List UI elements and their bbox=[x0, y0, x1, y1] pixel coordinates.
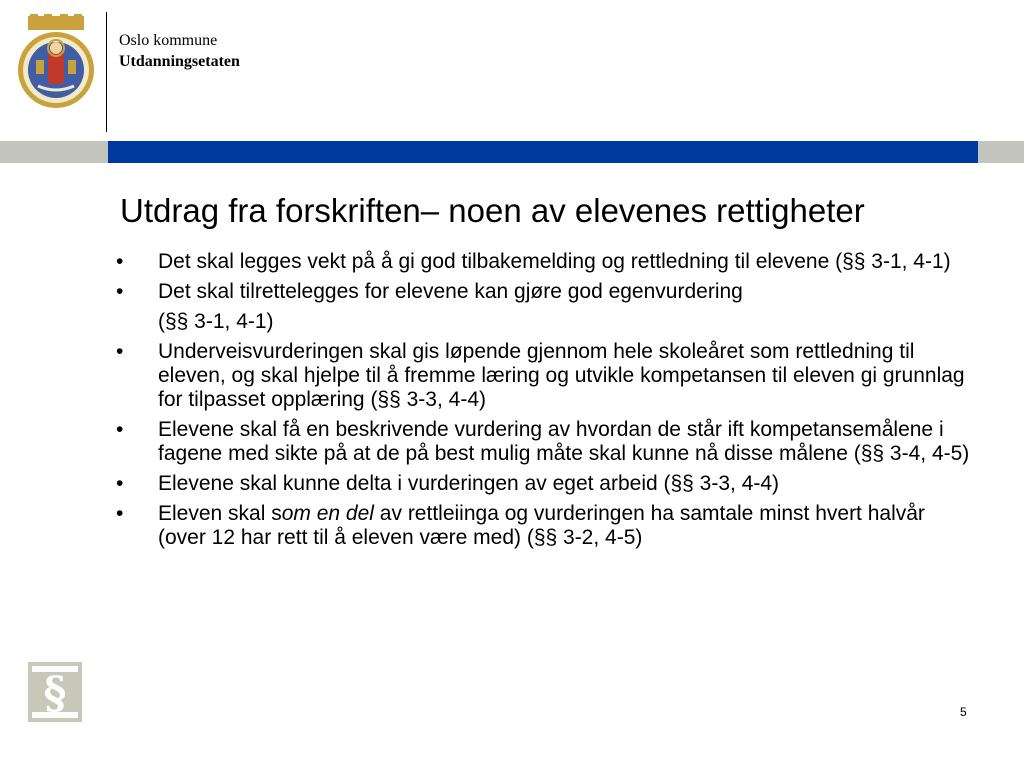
bullet-symbol: • bbox=[116, 418, 124, 441]
header-band-blue bbox=[108, 141, 978, 163]
oslo-crest-icon bbox=[16, 14, 96, 114]
bullet-symbol: • bbox=[116, 280, 124, 303]
bullet-text bbox=[158, 502, 925, 549]
org-name: Oslo kommune bbox=[119, 32, 218, 49]
bullet-item bbox=[116, 502, 976, 550]
paragraph-logo-icon bbox=[28, 662, 82, 722]
slide-title: Utdrag fra forskriften– noen av elevenes rettigheter bbox=[120, 192, 865, 229]
bullet-symbol: • bbox=[116, 472, 124, 495]
bullet-text: Det skal tilrettelegges for elevene kan gjøre god egenvurdering bbox=[158, 280, 743, 303]
bullet-list bbox=[116, 250, 976, 556]
bullet-continuation: (§§ 3-1, 4-1) bbox=[158, 310, 274, 333]
bullet-text: Elevene skal kunne delta i vurderingen av eget arbeid (§§ 3-3, 4-4) bbox=[158, 472, 780, 495]
header-band-gray-left bbox=[0, 141, 108, 163]
bullet-item bbox=[116, 250, 976, 274]
bullet-text: Underveisvurderingen skal gis løpende gjennom hele skoleåret som rettledning til eleven, og skal hjelpe til å fremme læring og utvikle kompetansen til eleven gi grunnlag for tilpasset opplæring (§§ 3-3, 4-4) bbox=[158, 340, 965, 411]
bullet-symbol: • bbox=[116, 250, 124, 273]
bullet-text: Det skal legges vekt på å gi god tilbakemelding og rettledning til elevene (§§ 3-1, 4-1) bbox=[158, 250, 951, 273]
bullet-text-italic: om en del bbox=[281, 502, 374, 525]
bullet-text-before: Eleven skal s bbox=[158, 502, 282, 525]
header-divider bbox=[106, 12, 107, 132]
bullet-symbol: • bbox=[116, 502, 124, 525]
bullet-item bbox=[116, 340, 976, 412]
page-number: 5 bbox=[960, 705, 967, 719]
bullet-item bbox=[116, 280, 976, 334]
header-band-gray-right bbox=[978, 141, 1024, 163]
department-name: Utdanningsetaten bbox=[119, 53, 240, 70]
organization-block bbox=[119, 30, 240, 72]
svg-text:§: § bbox=[43, 668, 67, 719]
bullet-text: Elevene skal få en beskrivende vurdering av hvordan de står ift kompetansemålene i fagene med sikte på at de på best mulig måte skal kunne nå disse målene (§§ 3-4, 4-5) bbox=[158, 418, 970, 465]
bullet-text-after: av rettleiinga og vurderingen ha samtale minst hvert halvår (over 12 har rett til å eleven være med) (§§ 3-2, 4-5) bbox=[158, 502, 925, 549]
bullet-item bbox=[116, 472, 976, 496]
bullet-symbol: • bbox=[116, 340, 124, 363]
bullet-item bbox=[116, 418, 976, 466]
